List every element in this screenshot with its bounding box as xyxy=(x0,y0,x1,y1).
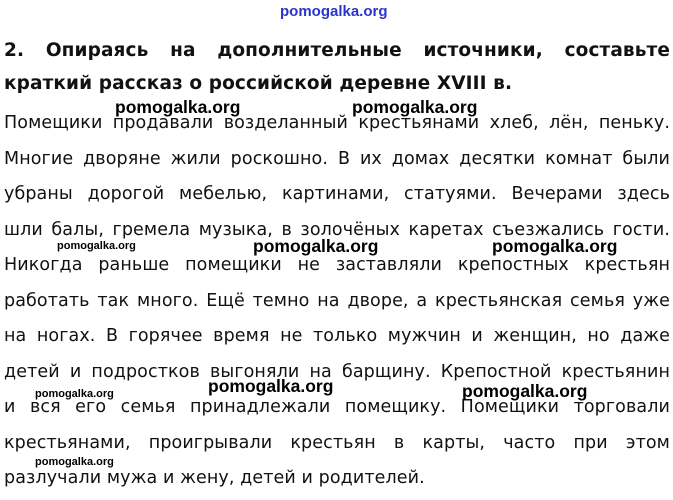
watermark: pomogalka.org xyxy=(253,236,379,256)
text-line: детей и подростков выгоняли на барщину. Крепостной крестьянин xyxy=(4,361,670,382)
text-line: шли балы, гремела музыка, в золочёных каретах съезжались гости. xyxy=(4,219,670,240)
watermark: pomogalka.org xyxy=(35,456,114,468)
text-line: Помещики продавали возделанный крестьянами хлеб, лён, пеньку. xyxy=(4,113,670,133)
watermark: pomogalka.org xyxy=(462,381,588,401)
task-line-1: 2. Опираясь на дополнительные источники, составьте xyxy=(4,40,670,61)
text-line: Никогда раньше помещики не заставляли крепостных крестьян xyxy=(4,255,670,275)
answer-text xyxy=(4,108,670,499)
task-line-2: краткий рассказ о российской деревне XVIII в. xyxy=(4,73,513,94)
text-line: убраны дорогой мебелью, картинами, статуями. Вечерами здесь xyxy=(4,184,670,204)
watermark: pomogalka.org xyxy=(280,3,388,20)
watermark: pomogalka.org xyxy=(57,240,136,252)
task-heading xyxy=(4,34,670,100)
text-line: и вся его семья принадлежали помещику. Помещики торговали xyxy=(4,397,670,417)
watermark: pomogalka.org xyxy=(115,97,241,117)
watermark: pomogalka.org xyxy=(492,236,618,256)
watermark: pomogalka.org xyxy=(35,388,114,400)
watermark: pomogalka.org xyxy=(352,97,478,117)
text-line: Многие дворяне жили роскошно. В их домах десятки комнат были xyxy=(4,148,670,169)
text-line: на ногах. В горячее время не только мужчин и женщин, но даже xyxy=(4,326,670,346)
watermark: pomogalka.org xyxy=(208,376,334,396)
text-line: разлучали мужа и жену, детей и родителей. xyxy=(4,468,425,488)
text-line: крестьянами, проигрывали крестьян в карты, часто при этом xyxy=(4,432,670,453)
text-line: работать так много. Ещё темно на дворе, а крестьянская семья уже xyxy=(4,290,670,311)
